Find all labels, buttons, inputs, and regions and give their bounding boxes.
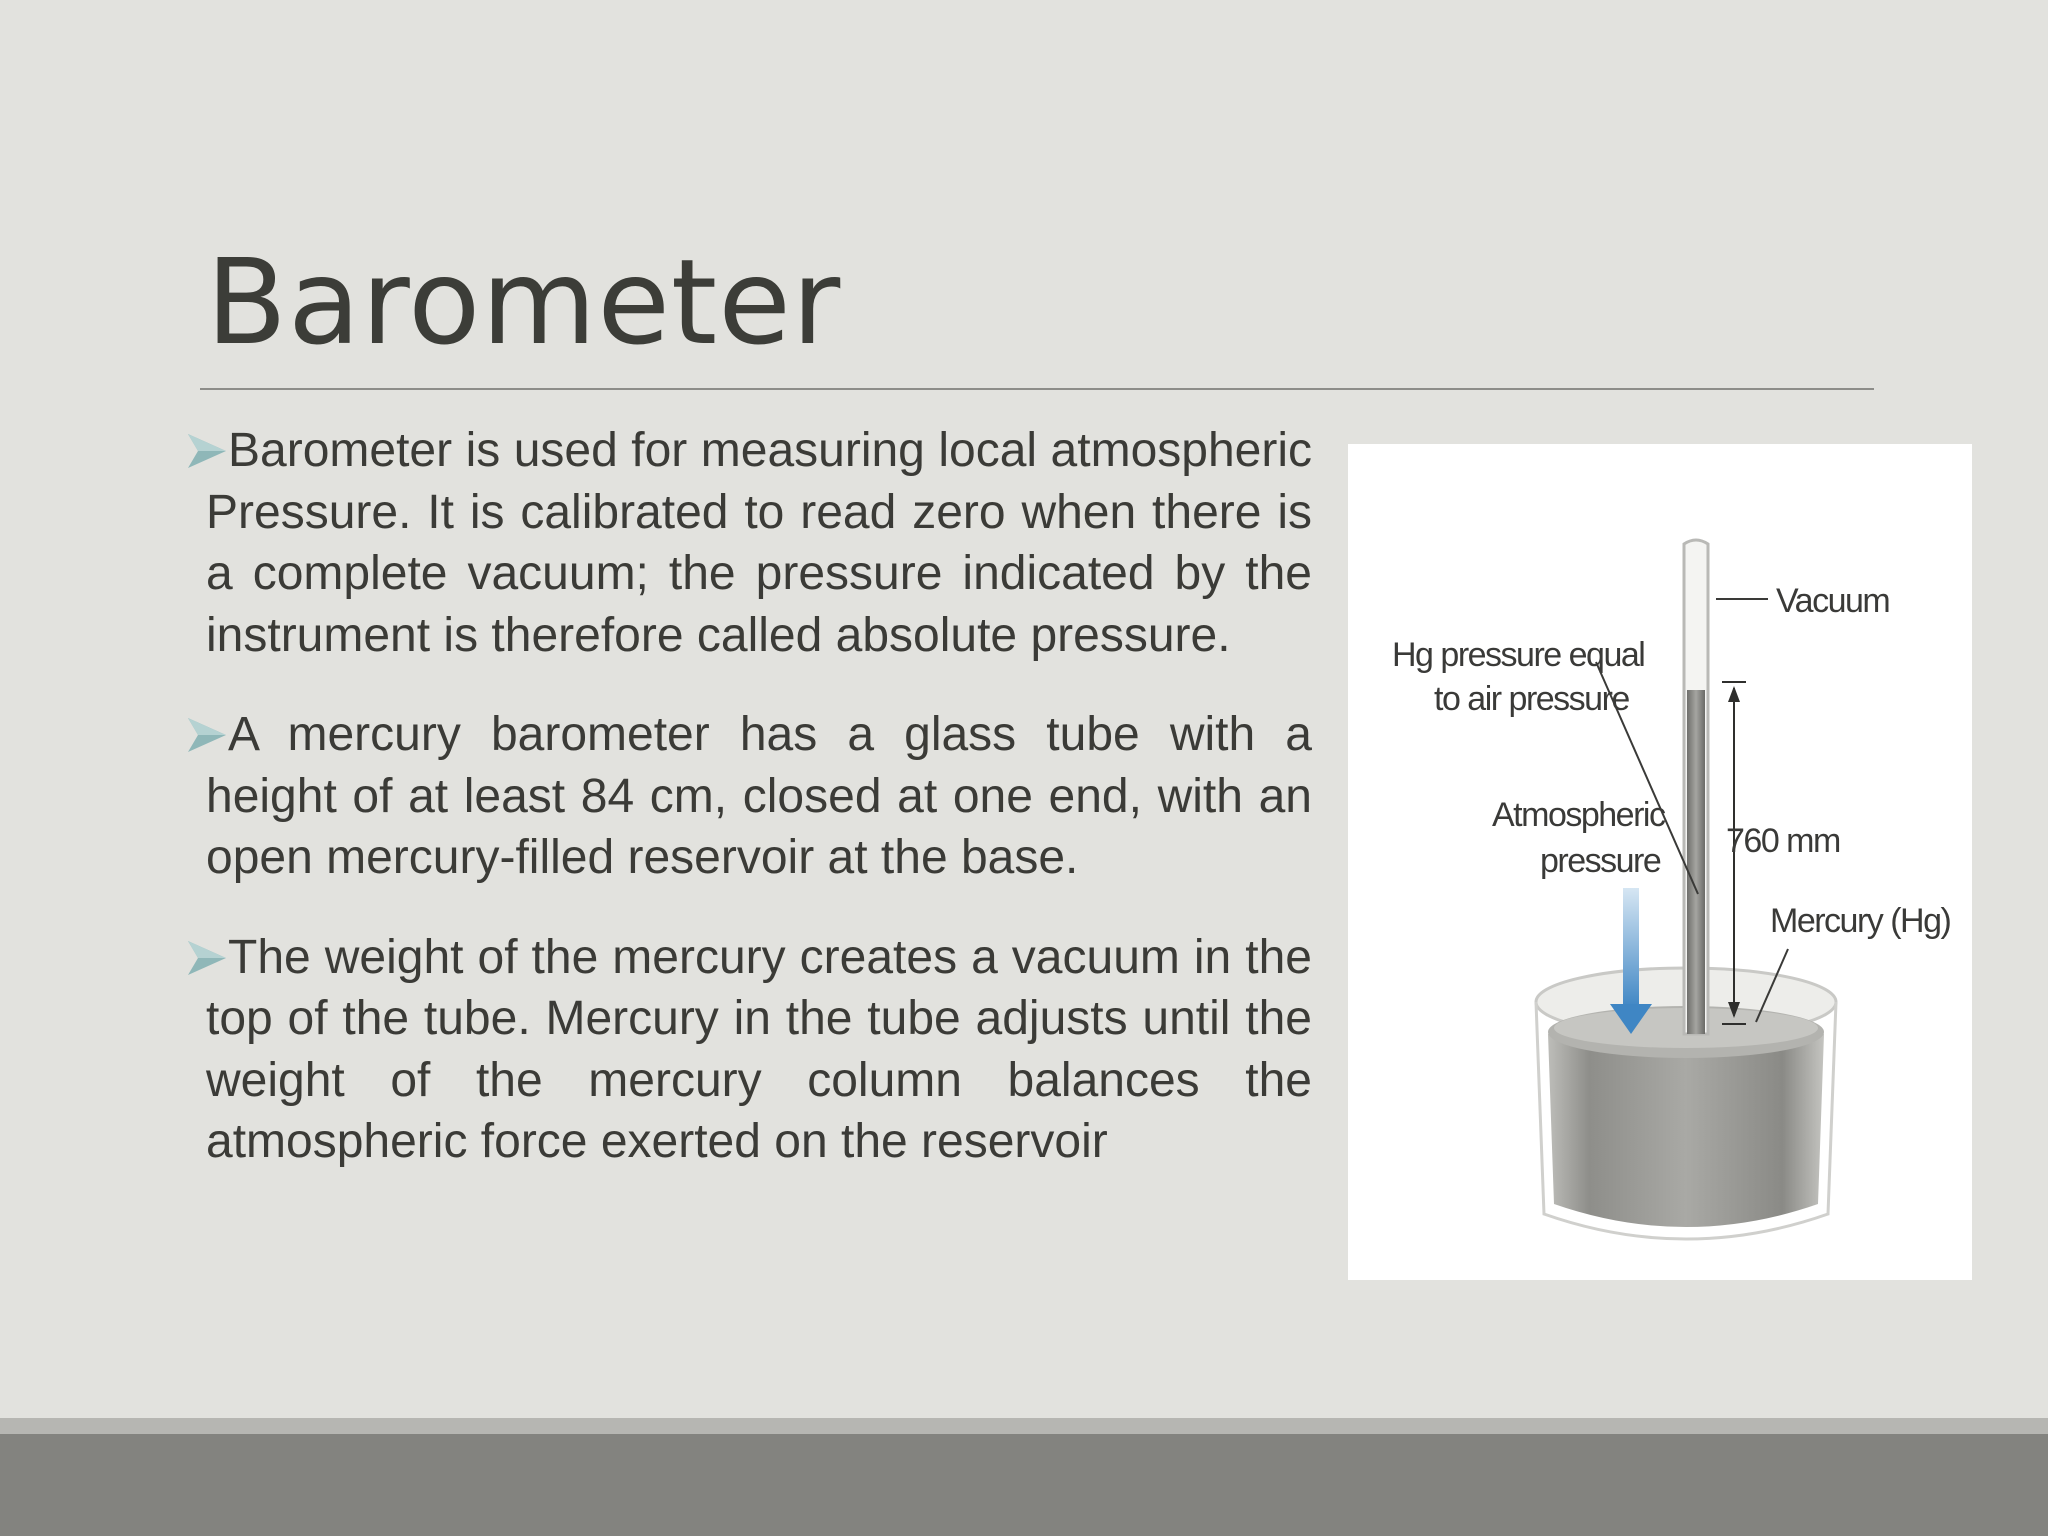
- bullet-item: [186, 420, 1312, 666]
- bullet-text: The weight of the mercury creates a vacuum in the top of the tube. Mercury in the tube adjusts until the weight of the mercury column balances the atmospheric force exerted on the reservoir: [206, 930, 1312, 1168]
- slide-title: Barometer: [206, 233, 842, 371]
- arrow-bullet-icon: [186, 432, 228, 470]
- barometer-diagram: [1348, 444, 1972, 1280]
- bullet-text: Barometer is used for measuring local atmospheric Pressure. It is calibrated to read zero when there is a complete vacuum; the pressure indicated by the instrument is therefore called absolute pressure.: [206, 424, 1312, 662]
- arrow-bullet-icon: [186, 939, 228, 977]
- bullet-text: A mercury barometer has a glass tube with a height of at least 84 cm, closed at one end, with an open mercury-filled reservoir at the base.: [206, 708, 1312, 884]
- label-vacuum: Vacuum: [1776, 582, 1890, 620]
- bullet-item: [186, 927, 1312, 1173]
- label-height: 760 mm: [1726, 822, 1840, 860]
- footer-band-dark: [0, 1434, 2048, 1536]
- label-atmospheric-line2: pressure: [1540, 842, 1661, 880]
- footer-band-light: [0, 1418, 2048, 1434]
- label-hg-pressure-line2: to air pressure: [1434, 680, 1629, 718]
- barometer-illustration: [1348, 444, 1972, 1280]
- label-hg-pressure-line1: Hg pressure equal: [1392, 636, 1645, 674]
- bullet-item: [186, 704, 1312, 889]
- label-mercury: Mercury (Hg): [1770, 902, 1951, 940]
- label-atmospheric-line1: Atmospheric: [1492, 796, 1665, 834]
- bullet-list: [186, 420, 1312, 1211]
- title-divider: [200, 388, 1874, 390]
- arrow-bullet-icon: [186, 716, 228, 754]
